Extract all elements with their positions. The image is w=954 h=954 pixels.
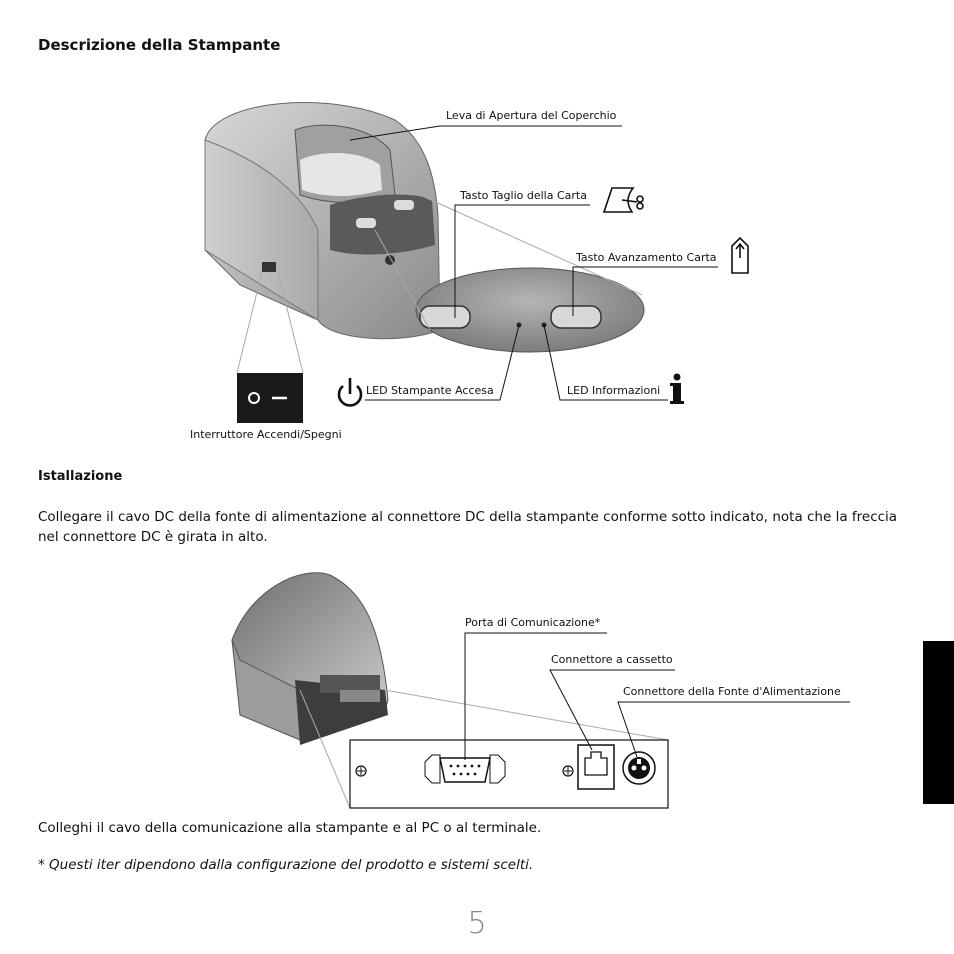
label-comm-port: Porta di Comunicazione* [465,616,601,629]
connector-panel [350,740,668,808]
section-heading-installation: Istallazione [38,469,123,484]
label-power-switch: Interruttore Accendi/Spegni [190,428,342,441]
paper-cut-icon [604,188,643,212]
label-drawer-connector: Connettore a cassetto [551,653,673,666]
power-switch-zoom [237,373,303,423]
label-cover-lever: Leva di Apertura del Coperchio [446,109,617,122]
power-icon [339,378,361,405]
footnote: * Questi iter dipendono dalla configurazione del prodotto e sistemi scelti. [38,857,534,873]
printer-body [205,103,440,339]
label-paper-feed-key: Tasto Avanzamento Carta [576,251,717,264]
page-title: Descrizione della Stampante [38,36,281,54]
installation-paragraph: Collegare il cavo DC della fonte di alimentazione al connettore DC della stampante conforme sotto indicato, nota che la freccia nel connettore DC è girata in alto. [38,509,898,545]
section-tab-marker [923,641,954,804]
label-power-led: LED Stampante Accesa [366,384,494,397]
printer-back-illustration [232,573,388,745]
label-info-led: LED Informazioni [567,384,661,397]
body-text: Colleghi il cavo della comunicazione alla stampante e al PC o al terminale. [38,820,542,836]
label-power-connector: Connettore della Fonte d'Alimentazione [623,685,841,698]
info-icon [670,374,684,405]
label-paper-cut-key: Tasto Taglio della Carta [460,189,587,202]
page-number: 5 [467,906,487,941]
paper-feed-icon [732,238,748,273]
